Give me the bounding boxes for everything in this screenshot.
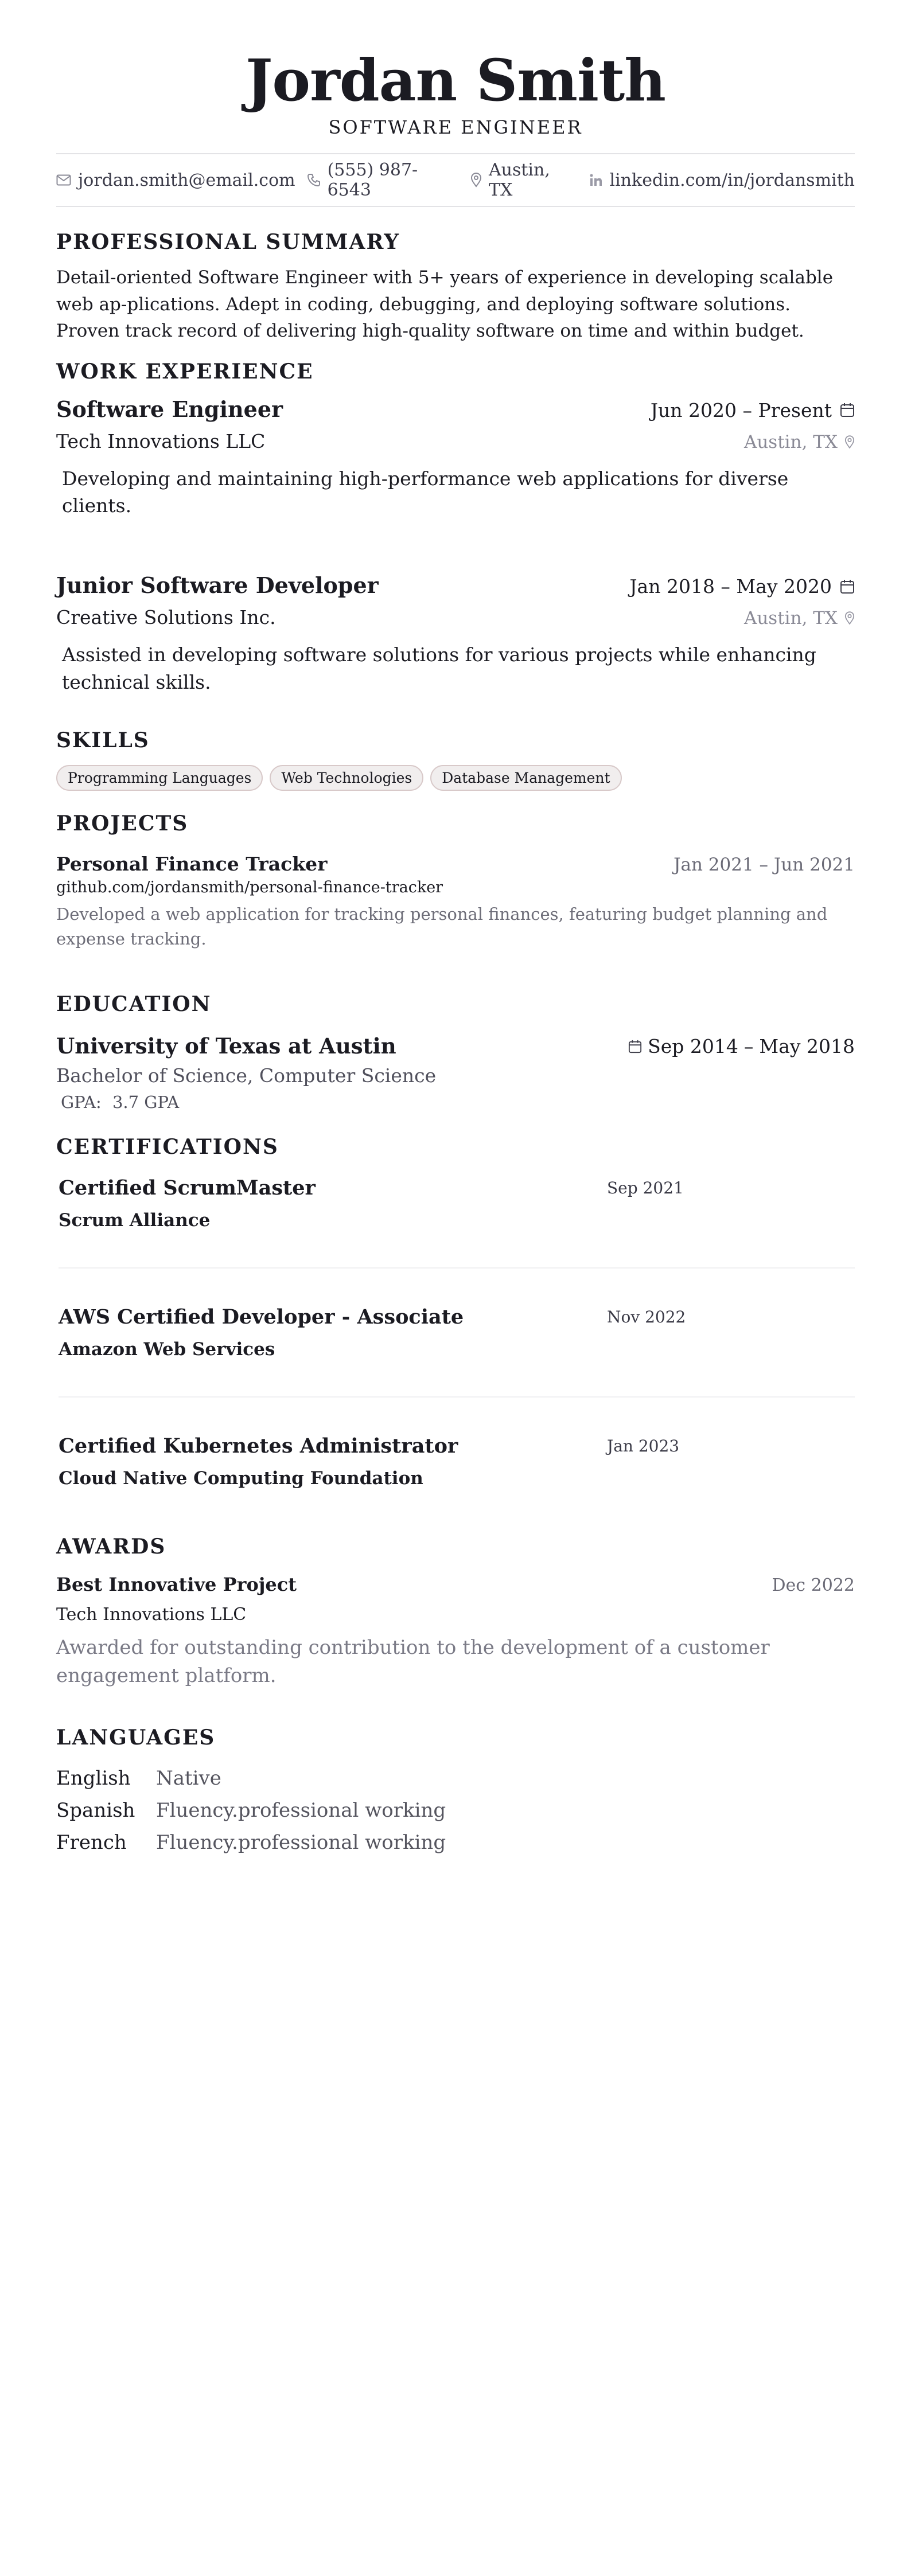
project-link[interactable]: github.com/jordansmith/personal-finance-tracker: [56, 878, 443, 896]
job-location-text: Austin, TX: [743, 431, 838, 452]
certification-date: Nov 2022: [607, 1307, 686, 1326]
projects-heading: PROJECTS: [56, 811, 189, 836]
languages-list: [56, 1766, 855, 1856]
certification-date: Jan 2023: [607, 1436, 680, 1455]
map-pin-icon: [844, 435, 855, 449]
certification-entry: [56, 1305, 855, 1360]
certification-entry: [56, 1434, 855, 1489]
awards-section: [56, 1535, 855, 1691]
language-name: French: [56, 1831, 127, 1855]
certification-issuer: Scrum Alliance: [59, 1209, 211, 1231]
job-dates: [651, 399, 855, 421]
job-description: Assisted in developing software solutions for various projects while enhancing technical skills.: [62, 643, 816, 694]
job-title: Junior Software Developer: [56, 572, 379, 599]
linkedin-text: linkedin.com/in/jordansmith: [609, 170, 855, 190]
language-level: Native: [156, 1767, 221, 1790]
projects-section: [56, 811, 855, 952]
language-name: Spanish: [56, 1799, 135, 1822]
job-description: Developing and maintaining high-performance web applications for diverse clients.: [62, 467, 789, 517]
map-pin-icon: [844, 611, 855, 625]
gpa-value: 3.7 GPA: [112, 1092, 180, 1112]
location-text: Austin, TX: [488, 160, 550, 200]
school-name: University of Texas at Austin: [56, 1033, 396, 1059]
certifications-heading: CERTIFICATIONS: [56, 1134, 279, 1159]
language-row: [56, 1830, 855, 1856]
education-dates: [628, 1035, 855, 1057]
awards-heading: AWARDS: [56, 1534, 166, 1559]
project-description: Developed a web application for tracking personal finances, featuring budget planning and expense tracking.: [56, 904, 828, 949]
education-start: Sep 2014: [648, 1035, 738, 1058]
calendar-icon: [628, 1040, 642, 1053]
map-pin-icon: [470, 173, 482, 188]
job-location: [744, 432, 855, 452]
candidate-title: SOFTWARE ENGINEER: [328, 116, 583, 138]
job-dates-text: Jun 2020 – Present: [650, 399, 832, 421]
mail-icon: [56, 174, 71, 186]
phone-icon: [307, 173, 321, 187]
degree: Bachelor of Science, Computer Science: [56, 1064, 437, 1087]
linkedin-icon: [589, 173, 603, 187]
summary-heading: PROFESSIONAL SUMMARY: [56, 230, 400, 254]
award-date: Dec 2022: [772, 1575, 855, 1595]
certification-issuer: Cloud Native Computing Foundation: [59, 1467, 423, 1489]
company-name: Tech Innovations LLC: [56, 430, 266, 452]
education-dash: –: [743, 1035, 754, 1058]
contact-phone[interactable]: [307, 160, 459, 200]
languages-section: [56, 1726, 855, 1856]
resume-content: [56, 0, 855, 1856]
company-name: Creative Solutions Inc.: [56, 606, 276, 629]
job-dates: [629, 575, 855, 598]
gpa: [56, 1092, 855, 1112]
candidate-name: Jordan Smith: [246, 46, 665, 114]
language-level: Fluency.professional working: [156, 1831, 446, 1855]
skill-chip: Programming Languages: [56, 765, 263, 791]
certifications-section: [56, 1135, 855, 1489]
language-row: [56, 1766, 855, 1792]
languages-heading: LANGUAGES: [56, 1726, 216, 1750]
project-name: Personal Finance Tracker: [56, 852, 328, 875]
skill-chip: Web Technologies: [270, 765, 423, 791]
certification-entry: [56, 1176, 855, 1231]
job-title: Software Engineer: [56, 396, 283, 422]
certification-name: Certified Kubernetes Administrator: [59, 1434, 458, 1458]
experience-section: [56, 360, 855, 696]
award-organization: Tech Innovations LLC: [56, 1604, 247, 1625]
summary-section: [56, 230, 855, 345]
language-row: [56, 1798, 855, 1824]
experience-heading: WORK EXPERIENCE: [56, 359, 314, 384]
job-entry: [56, 572, 855, 696]
language-level: Fluency.professional working: [156, 1799, 446, 1822]
job-entry: [56, 396, 855, 520]
divider: [59, 1396, 855, 1398]
job-dates-text: Jan 2018 – May 2020: [629, 575, 832, 598]
certification-name: Certified ScrumMaster: [59, 1176, 316, 1200]
skills-list: [56, 765, 855, 791]
certification-date: Sep 2021: [607, 1178, 684, 1197]
calendar-icon: [840, 403, 855, 417]
job-location: [744, 608, 855, 629]
calendar-icon: [840, 579, 855, 594]
email-text: jordan.smith@email.com: [78, 170, 295, 190]
skills-heading: SKILLS: [56, 728, 150, 752]
award-description: Awarded for outstanding contribution to the development of a customer engagement platform.: [56, 1636, 770, 1688]
education-end: May 2018: [759, 1035, 855, 1058]
education-heading: EDUCATION: [56, 992, 212, 1016]
skills-section: [56, 728, 855, 791]
job-location-text: Austin, TX: [743, 608, 838, 629]
education-section: [56, 992, 855, 1112]
project-entry: [56, 853, 855, 952]
phone-text: (555) 987-6543: [327, 160, 418, 200]
contact-email[interactable]: [56, 170, 295, 190]
certification-issuer: Amazon Web Services: [59, 1338, 275, 1360]
project-dates: Jan 2021 – Jun 2021: [673, 854, 855, 875]
award-entry: [56, 1574, 855, 1691]
contact-location: [470, 160, 578, 200]
summary-text: Detail-oriented Software Engineer with 5+ years of experience in developing scalable web ap-plications. Adept in coding, debugging, and deploying software solutions. Proven track record of delivering high-quality software on time and within budget.: [56, 267, 834, 341]
contact-bar: [56, 153, 855, 207]
certification-name: AWS Certified Developer - Associate: [59, 1305, 464, 1329]
skill-chip: Database Management: [430, 765, 621, 791]
divider: [59, 1267, 855, 1269]
award-title: Best Innovative Project: [56, 1573, 297, 1595]
contact-linkedin[interactable]: [589, 170, 855, 190]
language-name: English: [56, 1767, 131, 1790]
gpa-label: GPA:: [61, 1092, 102, 1112]
